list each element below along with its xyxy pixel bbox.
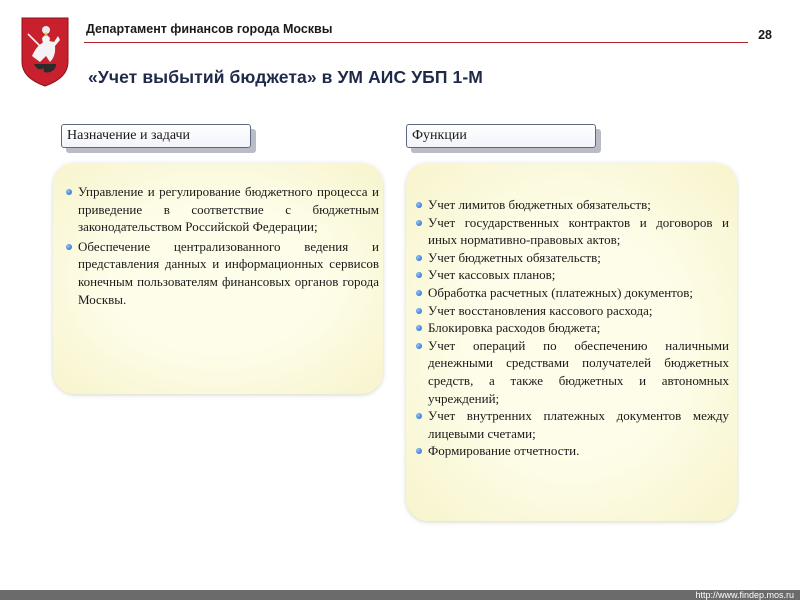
purpose-panel [53,163,383,394]
bullet-icon [66,244,72,250]
functions-list [416,196,729,460]
list-item: Учет государственных контрактов и договоров и иных нормативно-правовых актов; [416,214,729,249]
list-item: Обработка расчетных (платежных) документов; [416,284,729,302]
functions-panel [406,163,737,521]
list-item: Учет кассовых планов; [416,266,729,284]
bullet-icon [416,308,422,314]
purpose-list [66,183,379,308]
bullet-icon [416,255,422,261]
organization-title: Департамент финансов города Москвы [86,22,333,36]
bullet-icon [416,325,422,331]
list-item: Учет внутренних платежных документов между лицевыми счетами; [416,407,729,442]
page-number: 28 [758,28,772,42]
bullet-icon [66,189,72,195]
tab-purpose-and-tasks: Назначение и задачи [61,124,251,148]
bullet-icon [416,413,422,419]
bullet-icon [416,220,422,226]
footer-bar [0,590,800,600]
list-item: Учет операций по обеспечению наличными денежными средствами получателей бюджетных средств, а также бюджетных и автономных учреждений; [416,337,729,407]
bullet-icon [416,343,422,349]
list-item: Формирование отчетности. [416,442,729,460]
slide-title: «Учет выбытий бюджета» в УМ АИС УБП 1-М [88,67,483,87]
list-item: Учет восстановления кассового расхода; [416,302,729,320]
list-item: Управление и регулирование бюджетного процесса и приведение в соответствие с бюджетным законодательством Российской Федерации; [66,183,379,236]
list-item: Учет бюджетных обязательств; [416,249,729,267]
bullet-icon [416,202,422,208]
list-item: Обеспечение централизованного ведения и представления данных и информационных сервисов конечным пользователям финансовых органов города Москвы. [66,238,379,308]
footer-url-link[interactable]: http://www.findep.mos.ru [695,590,794,600]
bullet-icon [416,272,422,278]
bullet-icon [416,290,422,296]
list-item: Блокировка расходов бюджета; [416,319,729,337]
header-divider [84,42,748,43]
list-item: Учет лимитов бюджетных обязательств; [416,196,729,214]
bullet-icon [416,448,422,454]
moscow-coat-of-arms-icon [20,16,70,88]
tab-functions: Функции [406,124,596,148]
